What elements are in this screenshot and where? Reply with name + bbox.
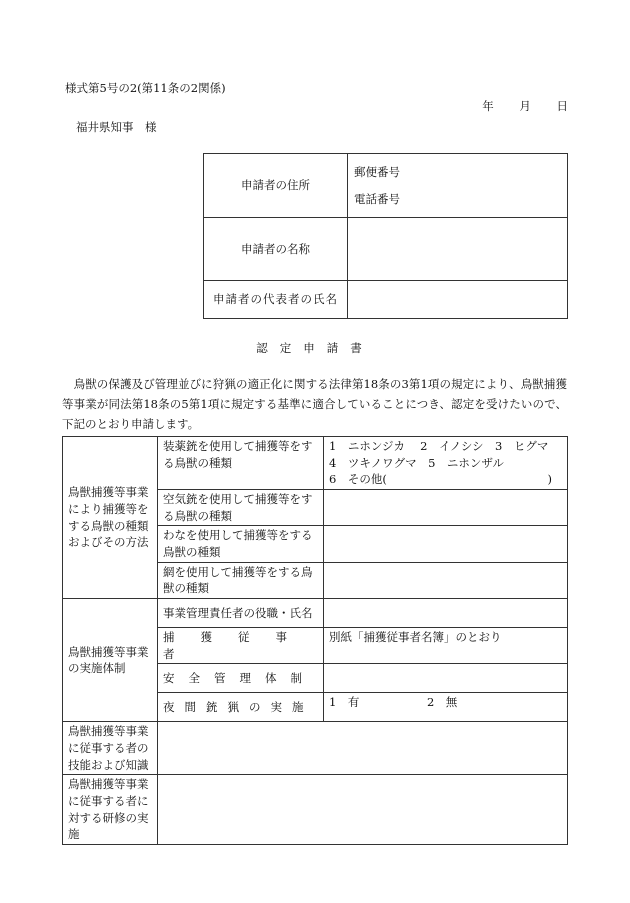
night-no: 2 無 <box>426 695 458 710</box>
representative-field[interactable] <box>348 281 568 319</box>
hunters-value: 別紙「捕獲従事者名簿」のとおり <box>324 628 568 664</box>
gunpowder-label: 装薬銃を使用して捕獲等をする鳥獣の種類 <box>158 437 324 490</box>
training-field[interactable] <box>158 775 568 845</box>
skills-field[interactable] <box>158 722 568 775</box>
date-year: 年 <box>482 99 494 113</box>
training-label: 鳥獣捕獲等事業に従事する者に対する研修の実施 <box>63 775 158 845</box>
night-yes: 1 有 <box>329 695 360 710</box>
addressee: 福井県知事 様 <box>76 120 157 134</box>
night-hunting-label: 夜間銃猟の実施 <box>158 693 324 722</box>
implementation-label: 鳥獣捕獲等事業の実施体制 <box>63 599 158 722</box>
applicant-name-field[interactable] <box>348 218 568 281</box>
applicant-name-label: 申請者の名称 <box>204 218 348 281</box>
postal-code-label: 郵便番号 <box>354 164 400 179</box>
details-table <box>62 436 568 845</box>
form-number: 様式第5号の2(第11条の2関係) <box>65 81 226 95</box>
species-options-line1: 1 ニホンジカ 2 イノシシ 3 ヒグマ <box>329 439 549 453</box>
safety-field[interactable] <box>324 664 568 693</box>
applicant-table <box>203 153 568 319</box>
manager-label: 事業管理責任者の役職・氏名 <box>158 599 324 628</box>
manager-field[interactable] <box>324 599 568 628</box>
trap-label: わなを使用して捕獲等をする鳥獣の種類 <box>158 526 324 562</box>
date-month: 月 <box>519 99 531 113</box>
skills-label: 鳥獣捕獲等事業に従事する者の技能および知識 <box>63 722 158 775</box>
phone-label: 電話番号 <box>354 191 400 206</box>
address-field[interactable] <box>348 154 568 218</box>
representative-label: 申請者の代表者の氏名 <box>204 281 348 319</box>
other-open: 6 その他( <box>329 472 387 487</box>
document-title: 認定申請書 <box>256 341 374 355</box>
trap-field[interactable] <box>324 526 568 562</box>
net-label: 網を使用して捕獲等をする鳥獣の種類 <box>158 562 324 598</box>
species-options-line2: 4 ツキノワグマ 5 ニホンザル <box>329 455 504 470</box>
body-text: 鳥獣の保護及び管理並びに狩猟の適正化に関する法律第18条の3第1項の規定により、鳥獣捕獲等事業が同法第18条の5第1項に規定する基準に適合していることにつき、認定を受けたいので、下記のとおり申請します。 <box>62 377 567 431</box>
species-options[interactable] <box>324 437 568 490</box>
night-hunting-options[interactable] <box>324 693 568 722</box>
air-gun-field[interactable] <box>324 490 568 526</box>
air-gun-label: 空気銃を使用して捕獲等をする鳥獣の種類 <box>158 490 324 526</box>
net-field[interactable] <box>324 562 568 598</box>
species-method-label: 鳥獣捕獲等事業により捕獲等をする鳥獣の種類およびその方法 <box>63 437 158 599</box>
species-options-line3 <box>329 471 562 488</box>
hunters-label <box>163 629 318 662</box>
hunters-label-text: 捕獲従事者 <box>163 630 313 661</box>
address-label: 申請者の住所 <box>204 154 348 218</box>
hunters-label-cell <box>158 628 324 664</box>
date-day: 日 <box>556 99 568 113</box>
other-close: ) <box>547 472 552 487</box>
safety-label: 安全管理体制 <box>158 664 324 693</box>
date-line <box>460 98 568 115</box>
